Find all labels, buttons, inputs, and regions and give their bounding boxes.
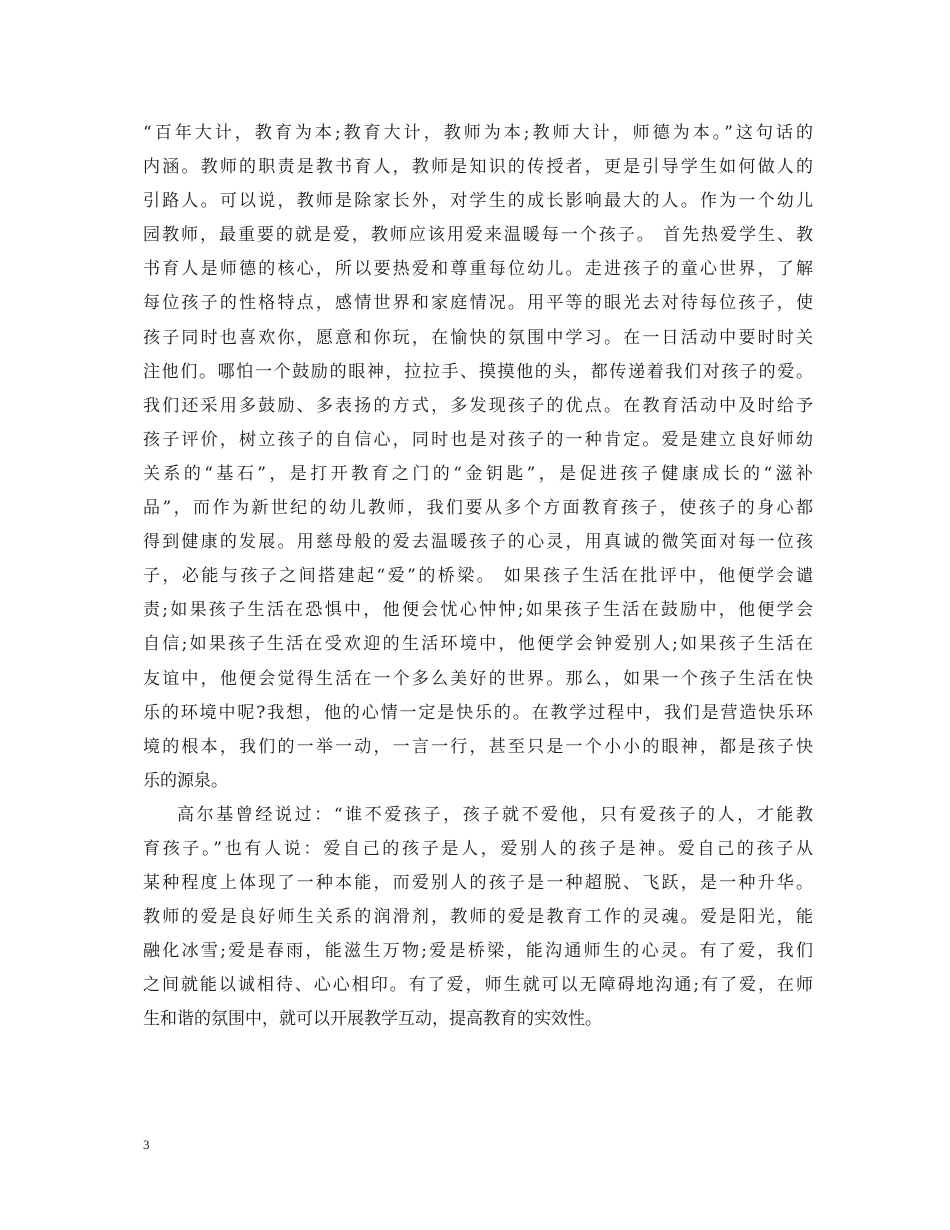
text-line: 得到健康的发展。用慈母般的爱去温暖孩子的心灵，用真诚的微笑面对每一位孩 [143, 532, 813, 553]
paragraph-1 [143, 116, 813, 798]
text-line: 每位孩子的性格特点，感情世界和家庭情况。用平等的眼光去对待每位孩子，使 [143, 293, 813, 314]
text-line: 注他们。哪怕一个鼓励的眼神，拉拉手、摸摸他的头，都传递着我们对孩子的爱。 [143, 361, 813, 382]
text-line: 乐的环境中呢?我想，他的心情一定是快乐的。在教学过程中，我们是营造快乐环 [143, 702, 813, 723]
text-line: 乐的源泉。 [143, 770, 228, 791]
text-line: 孩子评价，树立孩子的自信心，同时也是对孩子的一种肯定。爱是建立良好师幼 [143, 429, 813, 450]
text-line: “百年大计，教育为本;教育大计，教师为本;教师大计，师德为本。”这句话的 [143, 123, 813, 143]
document-body [143, 116, 813, 1037]
text-line: 高尔基曾经说过：“谁不爱孩子，孩子就不爱他，只有爱孩子的人，才能教 [177, 804, 813, 825]
text-line: 书育人是师德的核心，所以要热爱和尊重每位幼儿。走进孩子的童心世界，了解 [143, 259, 813, 280]
text-line: 之间就能以诚相待、心心相印。有了爱，师生就可以无障碍地沟通;有了爱，在师 [143, 975, 813, 996]
text-line: 品”，而作为新世纪的幼儿教师，我们要从多个方面教育孩子，使孩子的身心都 [143, 498, 813, 519]
paragraph-2 [143, 798, 813, 1037]
text-line: 内涵。教师的职责是教书育人，教师是知识的传授者，更是引导学生如何做人的 [143, 157, 813, 178]
page-number: 3 [143, 1137, 150, 1152]
text-line: 我们还采用多鼓励、多表扬的方式，多发现孩子的优点。在教育活动中及时给予 [143, 395, 813, 416]
text-line: 友谊中，他便会觉得生活在一个多么美好的世界。那么，如果一个孩子生活在快 [143, 668, 813, 689]
text-line: 育孩子。”也有人说：爱自己的孩子是人，爱别人的孩子是神。爱自己的孩子从 [143, 838, 813, 859]
text-line: 教师的爱是良好师生关系的润滑剂，教师的爱是教育工作的灵魂。爱是阳光，能 [143, 907, 813, 928]
text-line: 境的根本，我们的一举一动，一言一行，甚至只是一个小小的眼神，都是孩子快 [143, 736, 813, 757]
text-line: 关系的“基石”，是打开教育之门的“金钥匙”，是促进孩子健康成长的“滋补 [143, 463, 813, 484]
text-line: 责;如果孩子生活在恐惧中，他便会忧心忡忡;如果孩子生活在鼓励中，他便学会 [143, 600, 813, 621]
text-line: 融化冰雪;爱是春雨，能滋生万物;爱是桥梁，能沟通师生的心灵。有了爱，我们 [143, 941, 813, 962]
text-line: 生和谐的氛围中，就可以开展教学互动，提高教育的实效性。 [143, 1009, 602, 1030]
text-line: 自信;如果孩子生活在受欢迎的生活环境中，他便学会钟爱别人;如果孩子生活在 [143, 634, 813, 655]
text-line: 某种程度上体现了一种本能，而爱别人的孩子是一种超脱、飞跃，是一种升华。 [143, 873, 813, 894]
text-line: 孩子同时也喜欢你，愿意和你玩，在愉快的氛围中学习。在一日活动中要时时关 [143, 327, 813, 348]
text-line: 引路人。可以说，教师是除家长外，对学生的成长影响最大的人。作为一个幼儿 [143, 191, 813, 212]
text-line: 园教师，最重要的就是爱，教师应该用爱来温暖每一个孩子。 首先热爱学生、教 [143, 225, 813, 246]
text-line: 子，必能与孩子之间搭建起“爱”的桥梁。 如果孩子生活在批评中，他便学会谴 [143, 566, 813, 587]
